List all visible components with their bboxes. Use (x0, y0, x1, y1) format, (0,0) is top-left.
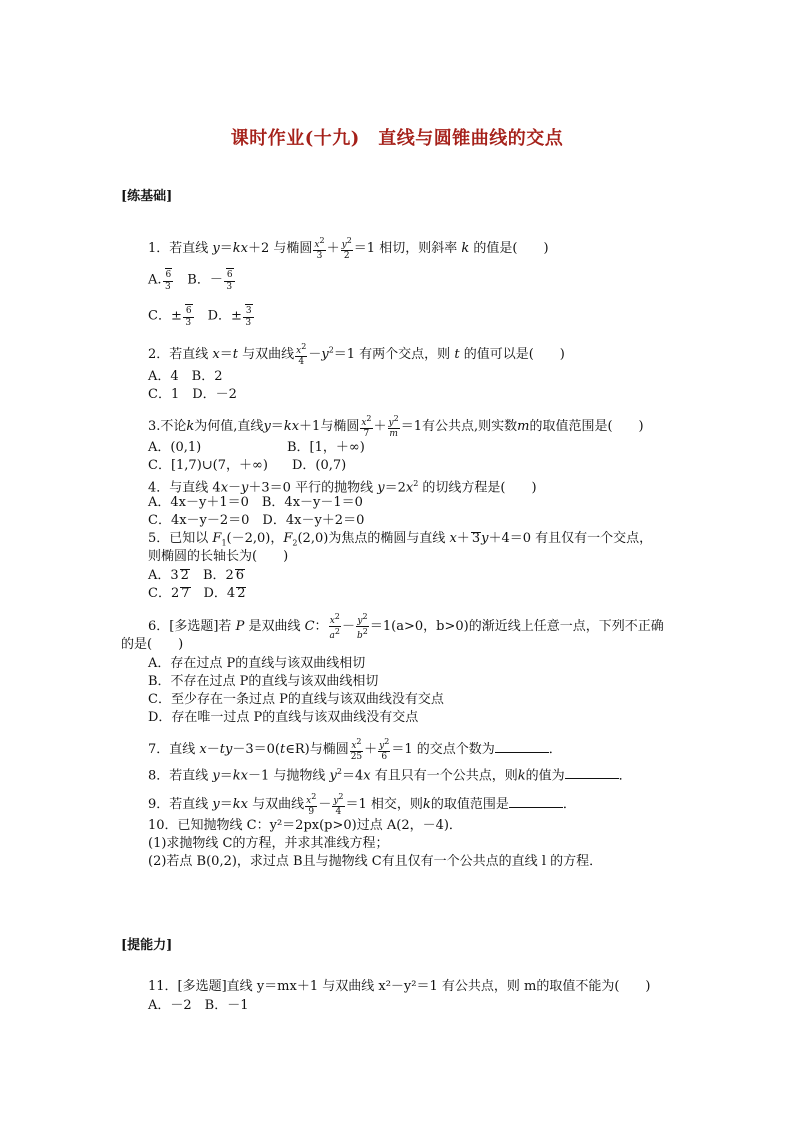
question-7: 7．直线 x－ty－3＝0(t∈R)与椭圆 $\frac{x^2}{25}$ ＋ $\frac{y^2}{6}$ ＝1 的交点个数为 ． (148, 737, 562, 762)
question-3: 3.不论k为何值,直线y＝kx＋1与椭圆 $\frac{x^2}{7}$ ＋ $\frac{y^2}{m}$ ＝1有公共点,则实数m的取值范围是( ) (148, 414, 644, 439)
question-6-option-a: A．存在过点 P的直线与该双曲线相切 (148, 656, 366, 671)
question-4-options-cd: C．4x－y－2＝0 D．4x－y＋2＝0 (148, 513, 365, 528)
question-4: 4．与直线 4x－y＋3＝0 平行的抛物线 $y=2x^2$ 的切线方程是( ) (148, 479, 537, 496)
question-1-options-ab: A. $\frac{6}{3}$ B．－ $\frac{6}{3}$ (148, 270, 233, 292)
question-10-part-1: (1)求抛物线 C的方程，并求其准线方程； (148, 836, 389, 851)
question-2-options-cd: C．1 D．－2 (148, 387, 237, 402)
question-6-line-2: 的是( ) (121, 637, 184, 652)
question-6-option-b: B．不存在过点 P的直线与该双曲线相切 (148, 674, 379, 689)
question-3-option-b: B．[1，＋∞) (287, 440, 365, 455)
question-3-option-d: D．(0,7) (292, 458, 347, 473)
question-8: 8．若直线 y＝kx－1 与抛物线 $y^2=4x$ 有且只有一个公共点，则k的值为 ． (148, 767, 632, 784)
section-basic: [练基础] (121, 189, 173, 204)
question-3-option-c: C．[1,7)∪(7，＋∞) (148, 458, 268, 473)
question-3-option-a: A．(0,1) (148, 440, 202, 455)
question-6: 6．[多选题]若 P 是双曲线 C： $\frac{x^2}{a^2}$ － $\frac{y^2}{b^2}$ ＝1(a>0，b>0)的渐近线上任意一点，下列不正确 (148, 612, 664, 641)
question-5-options-cd: C．2 7 D．4 2 (148, 586, 246, 601)
question-6-option-c: C．至少存在一条过点 P的直线与该双曲线没有交点 (148, 692, 444, 707)
question-6-option-d: D．存在唯一过点 P的直线与该双曲线没有交点 (148, 710, 419, 725)
section-advanced: [提能力] (121, 938, 173, 953)
question-11-options-ab: A．－2 B．－1 (148, 998, 249, 1013)
fraction: $\frac{y^2}{2}$ (341, 236, 352, 261)
question-1-options-cd: C．± $\frac{6}{3}$ D．± $\frac{3}{3}$ (148, 306, 252, 328)
fraction: $\frac{x^2}{3}$ (314, 236, 325, 261)
question-2: 2．若直线 x＝t 与双曲线 $\frac{x^2}{4}$ $-y^2=1$ 有两个交点，则 t 的值可以是( ) (148, 342, 565, 367)
question-10-part-2: (2)若点 B(0,2)，求过点 B且与抛物线 C有且仅有一个公共点的直线 l 的方程． (148, 854, 603, 869)
answer-blank[interactable] (509, 795, 563, 808)
question-1: 1．若直线 y＝kx＋2 与椭圆 $\frac{x^2}{3}$ ＋ $\frac{y^2}{2}$ ＝1 相切，则斜率 k 的值是( ) (148, 236, 549, 261)
question-5: 5．已知以 $F_1(-2,0)$，$F_2(2,0)$为焦点的椭圆与直线 x＋ 3y＋4＝0 有且仅有一个交点， (148, 531, 653, 548)
question-2-options-ab: A．4 B．2 (148, 369, 223, 384)
question-10: 10．已知抛物线 C：y²＝2px(p>0)过点 A(2，－4)． (148, 818, 462, 833)
answer-blank[interactable] (495, 740, 549, 753)
question-4-options-ab: A．4x－y＋1＝0 B．4x－y－1＝0 (148, 495, 363, 510)
question-5-options-ab: A．3 2 B．2 6 (148, 568, 245, 583)
question-9: 9．若直线 y＝kx 与双曲线 $\frac{x^2}{9}$ － $\frac{y^2}{4}$ ＝1 相交，则k的取值范围是 ． (148, 792, 576, 817)
answer-blank[interactable] (565, 766, 619, 779)
question-5-line-2: 则椭圆的长轴长为( ) (148, 549, 289, 564)
page-title: 课时作业(十九) 直线与圆锥曲线的交点 (230, 128, 564, 149)
question-11: 11．[多选题]直线 y＝mx＋1 与双曲线 x²－y²＝1 有公共点，则 m的取值不能为( ) (148, 979, 651, 994)
